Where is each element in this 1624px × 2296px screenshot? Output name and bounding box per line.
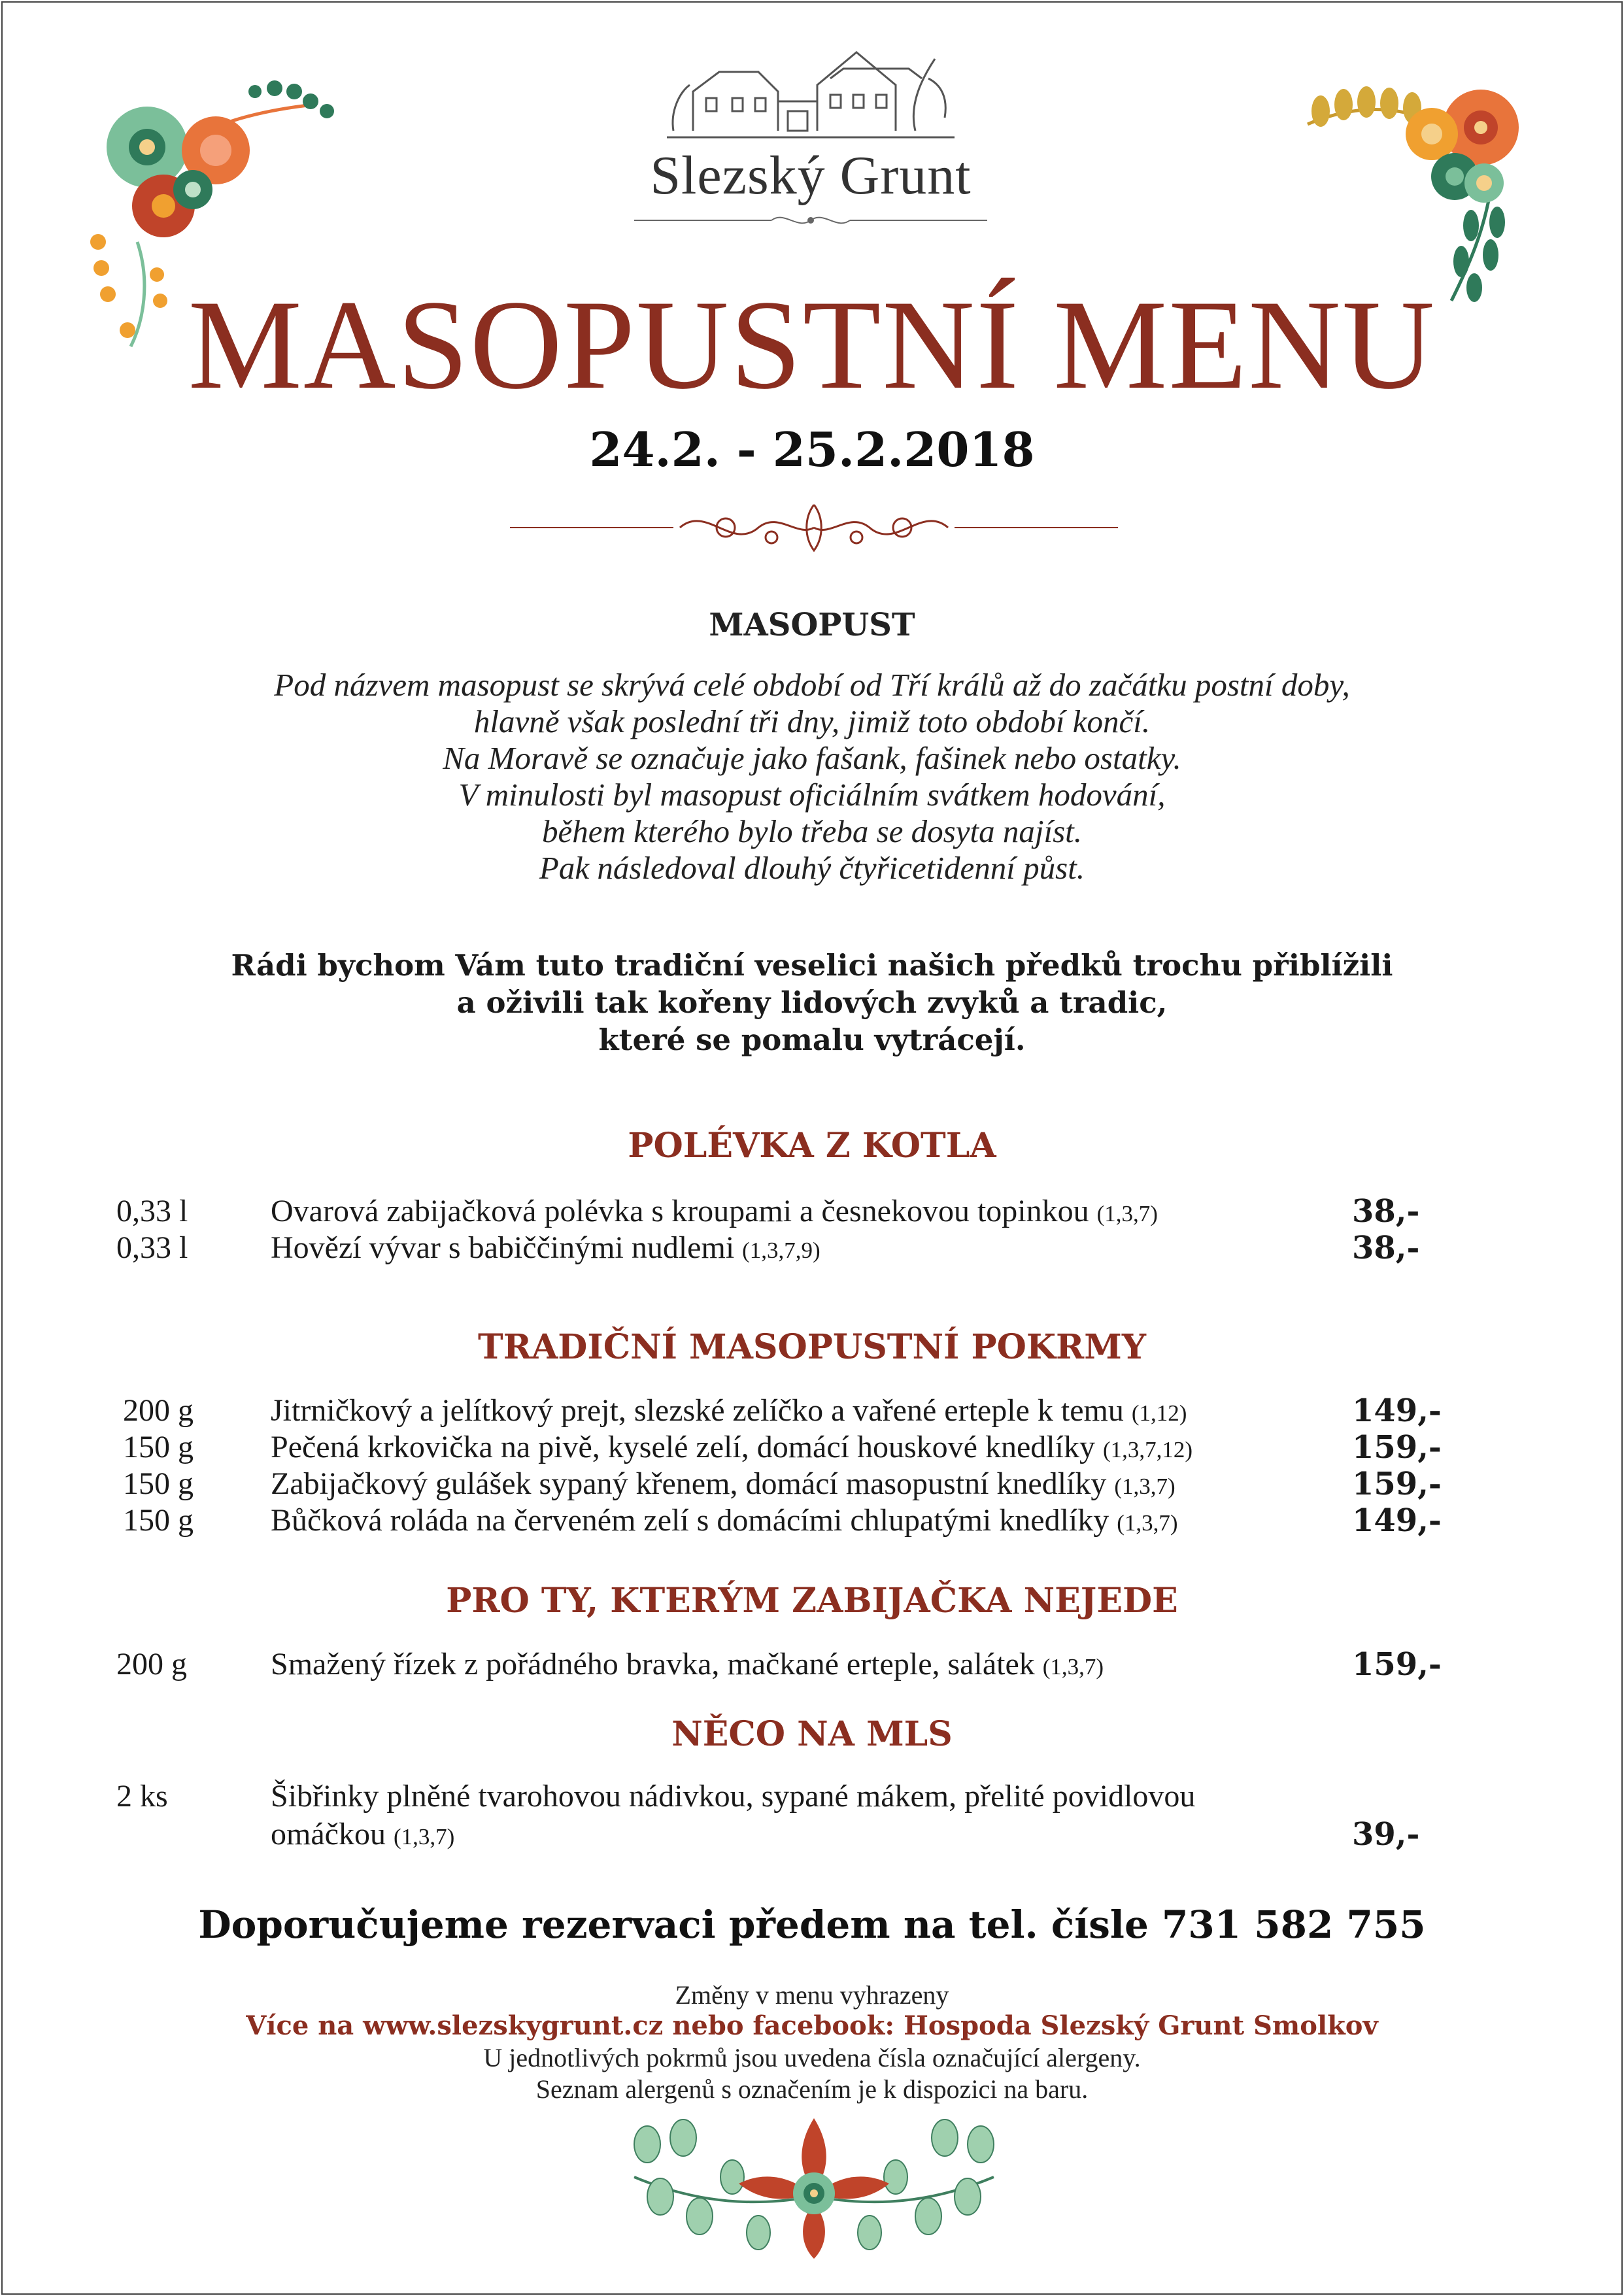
intro-heading: MASOPUST (709, 607, 915, 643)
item-name (271, 1193, 1158, 1229)
section-title-traditional: TRADIČNÍ MASOPUSTNÍ POKRMY (478, 1327, 1146, 1367)
ornament-divider-icon (510, 498, 1118, 557)
intro-line: Na Moravě se označuje jako fašank, fašinek nebo ostatky. (443, 740, 1181, 776)
website-link[interactable]: Více na www.slezskygrunt.cz nebo facebook: Hospoda Slezský Grunt Smolkov (246, 2010, 1378, 2041)
intro-line: V minulosti byl masopust oficiálním svátkem hodování, (458, 777, 1166, 813)
item-quantity: 2 ks (116, 1779, 168, 1814)
intro-line: během kterého bylo třeba se dosyta najíst. (541, 813, 1082, 849)
allergens-list-note: Seznam alergenů s označením je k dispozici na baru. (535, 2074, 1089, 2104)
brand-logo (628, 39, 994, 229)
menu-item (0, 1193, 1624, 1230)
item-name-text: Bůčková roláda na červeném zelí s domácími chlupatými knedlíky (271, 1503, 1109, 1538)
item-name-text: Smažený řízek z pořádného bravka, mačkané erteple, salátek (271, 1647, 1035, 1681)
item-price: 159,- (1352, 1646, 1442, 1683)
item-quantity: 150 g (123, 1430, 194, 1464)
brand-name: Slezský Grunt (650, 145, 972, 206)
item-name (271, 1466, 1176, 1502)
invitation-line: které se pomalu vytrácejí. (598, 1022, 1026, 1057)
item-price: 39,- (1352, 1816, 1420, 1853)
item-name-cont: omáčkou (271, 1817, 386, 1851)
item-price: 149,- (1352, 1393, 1442, 1429)
item-price: 159,- (1352, 1466, 1442, 1502)
item-allergens: (1,3,7) (1096, 1201, 1158, 1226)
menu-item (0, 1466, 1624, 1502)
menu-item (0, 1502, 1624, 1539)
intro-line: hlavně však poslední tři dny, jimiž toto období končí. (473, 703, 1151, 739)
item-quantity: 150 g (123, 1503, 194, 1538)
flower-bottom-icon (621, 2105, 1007, 2269)
item-name-text: Jitrničkový a jelítkový prejt, slezské zelíčko a vařené erteple k temu (271, 1393, 1124, 1428)
item-allergens: (1,3,7) (1042, 1654, 1104, 1680)
item-price: 38,- (1352, 1193, 1420, 1230)
item-name (271, 1816, 454, 1852)
item-quantity: 0,33 l (116, 1230, 188, 1265)
invitation-text (0, 947, 1624, 1058)
item-quantity: 0,33 l (116, 1194, 188, 1228)
invitation-line: Rádi bychom Vám tuto tradiční veselici našich předků trochu přiblížili (231, 948, 1393, 983)
intro-line: Pod názvem masopust se skrývá celé období od Tří králů až do začátku postní doby, (274, 667, 1350, 703)
intro-text (0, 667, 1624, 886)
item-name-text: Šibřinky plněné tvarohovou nádivkou, sypané mákem, přelité povidlovou (271, 1779, 1196, 1814)
item-quantity: 200 g (116, 1647, 187, 1681)
menu-item-continued (0, 1816, 1624, 1853)
item-name-text: Zabijačkový gulášek sypaný křenem, domácí masopustní knedlíky (271, 1466, 1107, 1501)
item-name (271, 1502, 1178, 1538)
item-name-text: Hovězí vývar s babiččinými nudlemi (271, 1230, 735, 1265)
changes-note: Změny v menu vyhrazeny (675, 1980, 949, 2010)
menu-item (0, 1429, 1624, 1466)
page-title: MASOPUSTNÍ MENU (188, 274, 1436, 416)
item-allergens: (1,3,7,9) (742, 1238, 820, 1263)
item-name (271, 1393, 1187, 1428)
item-allergens: (1,3,7) (1114, 1474, 1176, 1499)
item-name (271, 1646, 1104, 1682)
item-allergens: (1,3,7,12) (1102, 1437, 1193, 1462)
menu-item (0, 1646, 1624, 1683)
menu-item (0, 1393, 1624, 1429)
event-date: 24.2. - 25.2.2018 (589, 422, 1035, 477)
logo-flourish-icon (628, 211, 994, 230)
section-title-dessert: NĚCO NA MLS (671, 1714, 953, 1754)
item-name-text: Pečená krkovička na pivě, kyselé zelí, domácí houskové knedlíky (271, 1430, 1095, 1464)
allergens-note: U jednotlivých pokrmů jsou uvedena čísla označující alergeny. (483, 2043, 1141, 2072)
intro-line: Pak následoval dlouhý čtyřicetidenní půst. (539, 850, 1085, 886)
item-quantity: 150 g (123, 1466, 194, 1501)
item-name (271, 1230, 820, 1266)
section-title-alternative: PRO TY, KTERÝM ZABIJAČKA NEJEDE (446, 1581, 1178, 1621)
item-allergens: (1,12) (1131, 1400, 1187, 1426)
item-price: 38,- (1352, 1230, 1420, 1266)
item-quantity: 200 g (123, 1393, 194, 1428)
item-name-text: Ovarová zabijačková polévka s kroupami a česnekovou topinkou (271, 1194, 1089, 1228)
reservation-note: Doporučujeme rezervaci předem na tel. čísle 731 582 755 (198, 1902, 1426, 1947)
invitation-line: a oživili tak kořeny lidových zvyků a tradic, (456, 985, 1168, 1020)
item-price: 159,- (1352, 1429, 1442, 1466)
item-name (271, 1429, 1193, 1465)
item-allergens: (1,3,7) (1117, 1510, 1178, 1536)
item-allergens: (1,3,7) (393, 1824, 455, 1849)
menu-item (0, 1230, 1624, 1266)
item-price: 149,- (1352, 1502, 1442, 1539)
section-title-soup: POLÉVKA Z KOTLA (628, 1126, 996, 1166)
menu-item (0, 1778, 1624, 1815)
